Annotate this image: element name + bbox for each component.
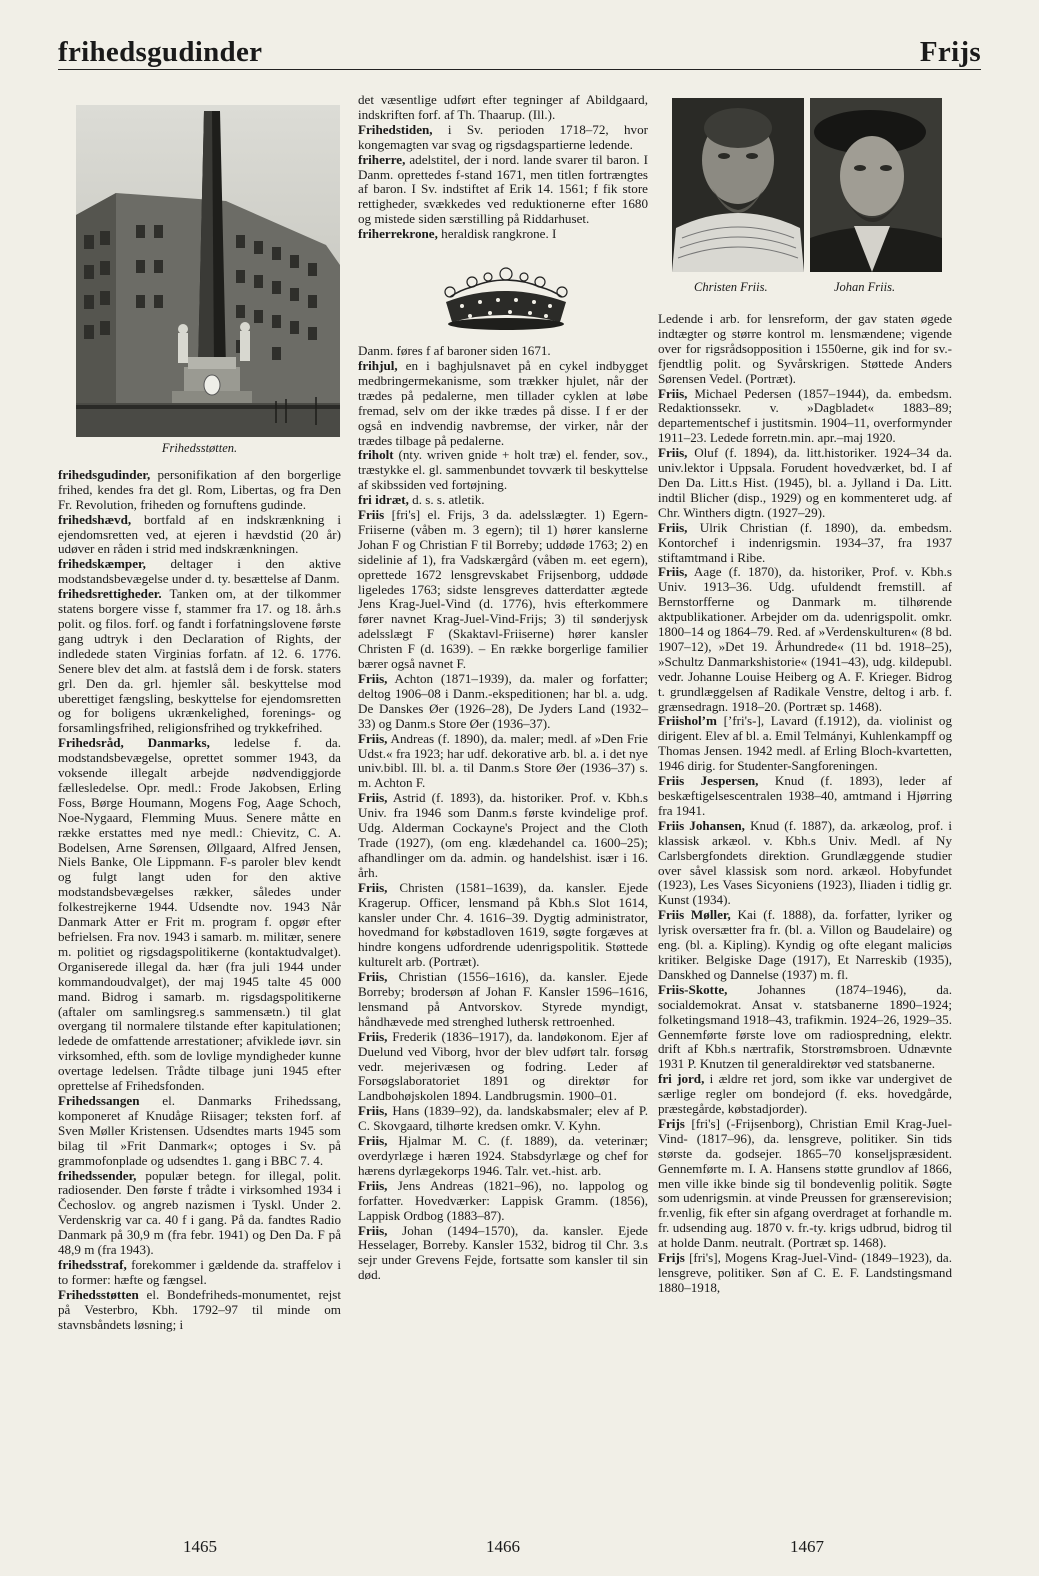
page-number-1: 1465 [183, 1537, 217, 1556]
entry: Frihedsstøtten el. Bondefriheds-monumentet, rejst på Vesterbro, Kbh. 1792–97 til minde om stavnsbåndets løsning; i [58, 1286, 341, 1332]
page-header [0, 0, 1039, 78]
entry: Frijs [fri's], Mogens Krag-Juel-Vind- (1849–1923), da. lensgreve, politiker. Søn af C. E. F. Landstingsmand 1880–1918, [658, 1250, 952, 1295]
entry: Friisholʼm [ʼfri's-], Lavard (f.1912), da. violinist og dirigent. Elev af bl. a. Emil Telmányi, Kuhlenkampff og Thomas Jensen. 1942 medl. af Erling Bloch-kvartetten, 1946 dirig. for Studenter-Sangforeningen. [658, 713, 952, 774]
running-head-right: Frijs [919, 36, 981, 68]
entry: Frijs [fri's] (-Frijsenborg), Christian Emil Krag-Juel-Vind- (1817–96), da. lensgreve, politiker. Sin tids største da. godsejer. 1865–70 konseljspræsident. Gennemførte m. I. A. Hansens støtte grundlov af 1866, men ville ikke binde sig til bondevenlig politik. Søgte som udenrigsmin. at vinde Preussen for grænserevision; fr.venlig, fik efter sin afgang overdraget at forhandle m. fr. udsending aug. 1870 v. fr.-ty. krigs udbrud, bidrog til at holde Danm. neutralt. (Portræt sp. 1468). [658, 1115, 952, 1251]
entry: Friis, Christen (1581–1639), da. kansler. Ejede Kragerup. Officer, lensmand på Kbh.s Slot 1614, kansler under Chr. 4. 1616–39. Dygtig administrator, hovedmand for købstadloven 1619, søgte forgæves at hindre kongens udfordrende udenrigspolitik. Støttede kulturelt arb. (Portræt). [358, 879, 648, 970]
portrait-johan-friis [810, 98, 942, 272]
entry: Friis, Hjalmar M. C. (f. 1889), da. veterinær; overdyrlæge i hæren 1924. Stabsdyrlæge og chef for hærens dyrlægekorps 1946. Talr. vet.-hist. arb. [358, 1133, 648, 1178]
obelisk-photo-illustration [76, 105, 340, 437]
column-3 [658, 93, 952, 1296]
column-2 [358, 93, 648, 1283]
entry: Friis, Andreas (f. 1890), da. maler; medl. af »Den Frie Udst.« fra 1923; har udf. dekorative arb. bl. a. i det nye univ.bibl. Ill. bl. a. til Danm.s Store Øer (1936–37) s. m. Achton F. [358, 730, 648, 791]
column-3-text [658, 312, 952, 1296]
entry: frihedskæmper, deltager i den aktive modstandsbevægelse under d. ty. besættelse af Danm. [58, 556, 341, 587]
entry: friherrekrone, heraldisk rangkrone. I [358, 226, 557, 242]
entry: friherre, adelstitel, der i nord. lande svarer til baron. I Danm. oprettedes f-stand 1671, men titlen fortrængtes af baron. I Sv. indstiftet af Erik 14. 1561; f fik store rettigheder, svækkedes ved reduktionerne efter 1680 og mistede siden særstilling på Riddarhuset. [358, 151, 648, 227]
entry: Friis, Jens Andreas (1821–96), no. lappolog og forfatter. Hovedværker: Lappisk Gramm. (1856), Lappisk Ordbog (1883–87). [358, 1177, 648, 1223]
crown-icon [358, 258, 648, 330]
entry: Friis, Ulrik Christian (f. 1890), da. embedsm. Kontorchef i indenrigsmin. 1934–37, fra 1937 stiftamtmand i Ribe. [658, 519, 952, 565]
entry: frihedssender, populær betegn. for illegal, polit. radiosender. Den første f trådte i virksomhed 1934 i Čechoslov. og angreb nazismen i Tyskl. Under 2. Verdenskrig var ca. 40 f i gang. På da. fandtes Radio Danmark på 30,9 m (fra febr. 1941) og Den Da. F på 48,9 m (fra 1943). [58, 1167, 341, 1258]
running-head-left: frihedsgudinder [58, 36, 263, 68]
entry: Friis, Aage (f. 1870), da. historiker, Prof. v. Kbh.s Univ. 1913–36. Udg. ufuldendt fremstill. af Bernstorfferne og Danmark m. tilhørende aktpublikationer. Arbejder om da. udenrigspolit. omkr. 1800–14 og 1864–79. Red. af »Verdenskulturen« (8 bd. 1907–12), »Det 19. Århundrede« (11 bd. 1918–25), »Schultz Danmarkshistorie« (1941–43), udg. kildepubl. vedr. Johanne Louise Heiberg og A. F. Krieger. Bidrog t. grundlæggelsen af Radikale Venstre, deltog i arb. f. grænsedragn. 1918–20. (Portræt sp. 1468). [658, 564, 952, 714]
entry: frihedsrettigheder. Tanken om, at der tilkommer statens borgere visse f, stammer fra 17. og 18. årh.s polit. og filos. forf. og fandt i forfatningslovene første gang udtryk i den Declaration of Rights, der indledede staten Virginias forfatn. af 12. 6. 1776. Senere blev det alm. at fastslå dem i de forsk. staters grl. Den da. grl. hjemler sål. beskyttelse mod uberettiget fængsling, beskyttelse for ejendomsretten og for boligens ukrænkelighed, forenings- og forsamlingsfrihed, religionsfrihed og trykkefrihed. [58, 586, 341, 736]
entry: Friis, Michael Pedersen (1857–1944), da. embedsm. Redaktionssekr. v. »Dagbladet« 1883–89; departementschef i justitsmin. 1904–11, overformynder 1911–23. Ledede forretn.min. apr.–maj 1920. [658, 385, 952, 446]
entry: Friis, Johan (1494–1570), da. kansler. Ejede Hesselager, Borreby. Kansler 1532, bidrog til Chr. 3.s sejr under Grevens Fejde, fortsatte som kansler til sin død. [358, 1222, 648, 1283]
entry: Friis-Skotte, Johannes (1874–1946), da. socialdemokrat. Ansat v. statsbanerne 1890–1924; folketingsmand 1918–43, trafikmin. 1924–26, 1929–35. Gennemførte første love om radiospredning, elektr. drift af Kbh.s nærtrafik, Storstrømsbroen. Udnævnte 1931 P. Knutzen til generaldirektør ved statsbanerne. [658, 981, 952, 1072]
header-rule [58, 69, 981, 70]
page-number-2: 1466 [486, 1537, 520, 1556]
entry: frihjul, en i baghjulsnavet på en cykel indbygget medbringermekanisme, som trækker hjulet, når der trædes på pedalerne, men tillader cyklen at løbe fremad, selv om der ikke trædes på disse. I f er der også en indvendig navbremse, der virker, når der trædes tilbage på pedalerne. [358, 357, 648, 448]
entry: Danm. føres f af baroner siden 1671. [358, 343, 551, 359]
entry: frihedsstraf, forekommer i gældende da. straffelov i to former: hæfte og fængsel. [58, 1256, 341, 1287]
entry: Ledende i arb. for lensreform, der gav staten øgede indtægter og større kontrol m. lensmændene; vigende over for rigsrådsopposition i 1550erne, gik ind for sv.-fjendtlig polit. og Syvårskrigen. Støttede Anders Sørensen Vedel. (Portræt). [658, 311, 952, 386]
portrait-caption-johan: Johan Friis. [834, 280, 896, 294]
portrait-caption-christen: Christen Friis. [694, 280, 768, 294]
entry: Friis, Oluf (f. 1894), da. litt.historiker. 1924–34 da. univ.lektor i Uppsala. Forudent hovedværket, bd. I af Den Da. Litt.s Hist. (1945), bl. a. Jylland i Da. Litt. indtil Blicher (disp., 1929) og en kommenteret udg. af Chr. Winthers digtn. (1927–29). [658, 445, 952, 520]
entry: Friis, Christian (1556–1616), da. kansler. Ejede Borreby; brodersøn af Johan F. Kansler 1596–1616, lensmand på Antvorskov. Styrede myndigt, håndhævede med strenghed luthersk rettroenhed. [358, 969, 648, 1029]
entry: frihedshævd, bortfald af en indskrænkning i ejendomsretten ved, at ejeren i hævdstid (20 år) udøver en råden i strid med indskrænkningen. [58, 511, 341, 557]
entry: Frihedsråd, Danmarks, ledelse f. da. modstandsbevægelse, oprettet sommer 1943, da voksende illegalt arbejde nødvendiggjorde fællesledelse. Opr. medl.: Frode Jakobsen, Erling Foss, Børge Houmann, Mogens Fog, Aage Schoch, Noe-Nygaard, Flemming Muus. Senere måtte en række erstattes med nye medl.: Chievitz, C. A. Bodelsen, Arne Sørensen, Øllgaard, Alfred Jensen, Niels Banke, Ole Lippmann. F-s paroler blev kendt og fulgt langt uden for den aktive modstandsbevægelses rækker, således under folkestrejkerne 1944. Udsendte nov. 1943 Når Danmark Atter er Frit m. program f. opgør efter befrielsen. Fra nov. 1943 i samarb. m. militær, senere m. politiet og rigsdagspolitikerne (kontaktudvalget). Organiserede illegal da. hær (fra juli 1944 under kommandoudvalget), der maj 1945 talte 45 000 mand. Bidrog i samarb. m. rigsdagspolitikerne (aftaler om samlingsreg.s sammensætn.) til glat overgang til normalere tilstande efter kapitulationen; ledede de omfattende arrestationer; afviklede iøvr. sin virksomhed, efth. som de lovlige myndigheder kunne overtage ledelsen. Trådte tilbage juni 1945 efter oprettelse af Frihedsfonden. [58, 735, 341, 1094]
entry: Friis Johansen, Knud (f. 1887), da. arkæolog, prof. i klassisk arkæol. v. Kbh.s Univ. Medl. af Ny Carlsbergfondets direktion. Grundlæggende studier over såvel klassisk som nord. arkæol. Hobyfundet (1923), Les Vases Sicyoniens (1923), Iliaden i tidlig gr. Kunst (1934). [658, 817, 952, 908]
entry: fri idræt, d. s. s. atletik. [358, 492, 485, 508]
baron-crown-illustration [358, 258, 648, 330]
entry: Friis, Hans (1839–92), da. landskabsmaler; elev af P. C. Skovgaard, tilhørte kredsen omkr. V. Kyhn. [358, 1103, 648, 1134]
entry: Frihedstiden, i Sv. perioden 1718–72, hvor kongemagten var svag og rigsdagspartierne ledende. [358, 121, 648, 152]
page-number-3: 1467 [790, 1537, 824, 1556]
entry: friholt (nty. wriven gnide + holt træ) el. fender, sov., træstykke el. gl. sammenbundet tovværk til beskyttelse af skibssiden ved fortøjning. [358, 447, 648, 493]
portraits [658, 98, 952, 294]
entry: Friis, Astrid (f. 1893), da. historiker. Prof. v. Kbh.s Univ. fra 1946 som Danm.s første kvindelige prof. Udg. Alderman Cockayne's Project and the Cloth Trade (1927), (om eng. klædehandel ca. 1600–25); afhandlinger om da. admin. og handelshist. især i 16. årh. [358, 790, 648, 880]
entry: Friis Møller, Kai (f. 1888), da. forfatter, lyriker og lyrisk oversætter fra fr. (bl. a. Villon og Baudelaire) og eng. (bl. a. Kipling). Kyndig og ofte elegant maliciøs kritiker. Belgiske Dage (1917), Et Narreskib (1935), Danskhed og Dannelse (1937) m. fl. [658, 907, 952, 982]
entry: det væsentlige udført efter tegninger af Abildgaard, indskriften forf. af Th. Thaarup. (Ill.). [358, 92, 648, 122]
entry: frihedsgudinder, personifikation af den borgerlige frihed, kendes fra det gl. Rom, Libertas, og fra Den Fr. Revolution, friheden og fornuftens gudinde. [58, 466, 341, 512]
entry: Friis, Frederik (1836–1917), da. landøkonom. Ejer af Duelund ved Viborg, hvor der blev udført talr. forsøg vedr. mejerivæsen og fodring. Leder af Forsøgslaboratoriet 1891 og direktør for Landbohøjskolen 1894. Landbrugsmin. 1900–01. [358, 1028, 648, 1104]
entry: Friis [fri's] el. Frijs, 3 da. adelsslægter. 1) Egern-Friiserne (våben m. 3 egern); til 1) hører kanslerne Johan F og Christian F til Borreby; uddøde 1763; 2) en sidelinie af 1), fra Vadskærgård (våben m. eet egern), oprettede 1672 lensgrevskabet Frijsenborg, uddøde ligeledes 1763; sidste lensgreves datterdatter ægtede Jens Krag-Juel-Vind (d. 1776), hvis efterkommere fører navnet Krag-Juel-Vind-Frijs; 3) til sønderjysk adelsslægt F (Skaktavl-Friiserne) hører kansler Christen F (d. 1639). – En række borgerlige familier bærer også navnet F. [358, 507, 648, 672]
portrait-christen-friis [672, 98, 804, 272]
photo-caption: Frihedsstøtten. [161, 441, 238, 455]
entry: Friis, Achton (1871–1939), da. maler og forfatter; deltog 1906–08 i Danm.-ekspeditionen; har bl. a. udg. De Danskes Øer (1926–28), De Jyders Land (1932–33) og Danm.s Store Øer (1936–37). [358, 671, 648, 731]
column-1 [58, 93, 341, 1332]
entry: Frihedssangen el. Danmarks Frihedssang, komponeret af Knudåge Riisager; teksten forf. af Sven Møller Kristensen. Udsendtes marts 1945 som bilag til »Frit Danmark«; optoges i Sv. på grammofonplade og udsendtes 1. gang i BBC 7. 4. [58, 1092, 341, 1168]
entry: Friis Jespersen, Knud (f. 1893), leder af beskæftigelsescentralen 1938–40, amtmand i Hjørring fra 1941. [658, 773, 952, 818]
frihedsstotten-photo [76, 105, 340, 437]
entry: fri jord, i ældre ret jord, som ikke var undergivet de særlige regler om bondejord (f. eks. hovedgårde, præstegårde, købstadjorder). [658, 1071, 953, 1117]
